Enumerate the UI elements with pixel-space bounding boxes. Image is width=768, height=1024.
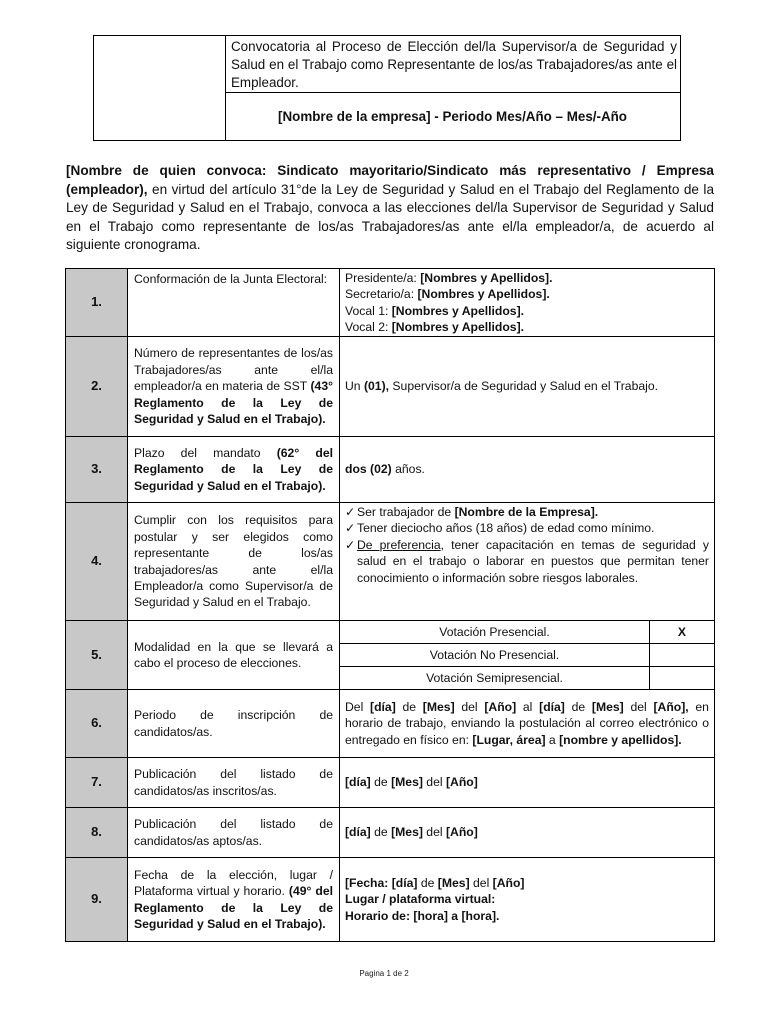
table-row (66, 858, 715, 942)
intro-text: en virtud del artículo 31°de la Ley de Seguridad y Salud en el Trabajo del Reglamento de la Ley de Seguridad y Salud en el Trabajo, convoca a las elecciones del/la Supervisor de Seguridad y Salud en el Trabajo como representante de los/as Trabajadores/as ante el/la empleador/a, de acuerdo al siguiente cronograma. (66, 181, 714, 253)
row-number: 1. (66, 269, 128, 337)
table-row (66, 690, 715, 758)
table-row (66, 808, 715, 858)
modality-options (340, 621, 715, 690)
check-icon: ✓ (345, 537, 356, 552)
header-title: Convocatoria al Proceso de Elección del/la Supervisor/a de Seguridad y Salud en el Trabajo como Representante de los/as Trabajadores/as ante el Empleador. (231, 39, 677, 90)
requirement-item: ✓ Ser trabajador de [Nombre de la Empresa]. (345, 505, 599, 519)
election-place: Lugar / plataforma virtual: (345, 892, 496, 907)
row-number: 9. (66, 858, 128, 942)
row-number: 8. (66, 808, 128, 858)
table-row (66, 269, 715, 337)
row-number: 5. (66, 621, 128, 690)
row-description: Periodo de inscripción de candidatos/as. (128, 690, 340, 758)
logo-placeholder (94, 36, 226, 140)
row-description: Número de representantes de los/as Trabajadores/as ante el/la empleador/a en materia de SST (43° Reglamento de la Ley de Seguridad y Salud en el Trabajo). (128, 337, 340, 437)
row-value: [día] de [Mes] del [Año] (340, 758, 715, 808)
row-description: Plazo del mandato (62° del Reglamento de la Ley de Seguridad y Salud en el Trabajo). (128, 437, 340, 503)
table-row (66, 503, 715, 621)
row-value: Un (01), Supervisor/a de Seguridad y Salud en el Trabajo. (340, 337, 715, 437)
header-subtitle: [Nombre de la empresa] - Periodo Mes/Año – Mes/-Año (278, 109, 627, 124)
requirement-item: ✓ Tener dieciocho años (18 años) de edad como mínimo. (345, 521, 655, 536)
row-description: Conformación de la Junta Electoral: (128, 269, 340, 337)
election-time: Horario de: [hora] a [hora]. (345, 908, 500, 923)
row-value: dos (02) años. (340, 437, 715, 503)
page-footer: Pagina 1 de 2 (359, 969, 409, 978)
member-line: Vocal 1: [Nombres y Apellidos]. (345, 303, 525, 318)
selected-mark: X (650, 621, 715, 644)
row-description: Publicación del listado de candidatos/as aptos/as. (128, 808, 340, 858)
intro-paragraph (66, 162, 714, 255)
member-line: Vocal 2: [Nombres y Apellidos]. (345, 319, 525, 334)
requirement-item: ✓ De preferencia, tener capacitación en temas de seguridad y salud en el trabajo o laborar en puestos que permitan tener conocimiento o información sobre riesgos laborales. (345, 537, 709, 585)
row-value (340, 503, 715, 621)
row-number: 6. (66, 690, 128, 758)
row-number: 3. (66, 437, 128, 503)
row-number: 2. (66, 337, 128, 437)
schedule-table (65, 268, 715, 942)
row-description: Modalidad en la que se llevará a cabo el proceso de elecciones. (128, 621, 340, 690)
modality-option: Votación No Presencial. (340, 644, 714, 667)
row-value: Del [día] de [Mes] del [Año] al [día] de [Mes] del [Año], en horario de trabajo, enviando la postulación al correo electrónico o entregado en físico en: [Lugar, área] a [nombre y apellidos]. (340, 690, 715, 758)
intro-convener: [Nombre de quien convoca: Sindicato mayoritario/Sindicato más representativo / Empresa (empleador), (66, 163, 714, 197)
row-value: [día] de [Mes] del [Año] (340, 808, 715, 858)
member-line: Secretario/a: [Nombres y Apellidos]. (345, 287, 550, 302)
row-number: 4. (66, 503, 128, 621)
modality-option: Votación Presencial. X (340, 621, 714, 644)
member-line: Presidente/a: [Nombres y Apellidos]. (345, 270, 553, 285)
row-value (340, 858, 715, 942)
table-row (66, 337, 715, 437)
row-description: Cumplir con los requisitos para postular y ser elegidos como representante de los/as trabajadores/as ante el/la Empleador/a como Supervisor/a de Seguridad y Salud en el Trabajo. (128, 503, 340, 621)
check-icon: ✓ (345, 521, 356, 536)
document-header (93, 35, 681, 141)
row-number: 7. (66, 758, 128, 808)
row-description: Fecha de la elección, lugar / Plataforma virtual y horario. (49° del Reglamento de la Ley de Seguridad y Salud en el Trabajo). (128, 858, 340, 942)
election-date: [Fecha: [día] de [Mes] del [Año] (345, 875, 525, 890)
table-row (66, 621, 715, 690)
table-row (66, 758, 715, 808)
row-description: Publicación del listado de candidatos/as inscritos/as. (128, 758, 340, 808)
row-value (340, 269, 715, 337)
check-icon: ✓ (345, 505, 356, 519)
modality-option: Votación Semipresencial. (340, 667, 714, 690)
table-row (66, 437, 715, 503)
